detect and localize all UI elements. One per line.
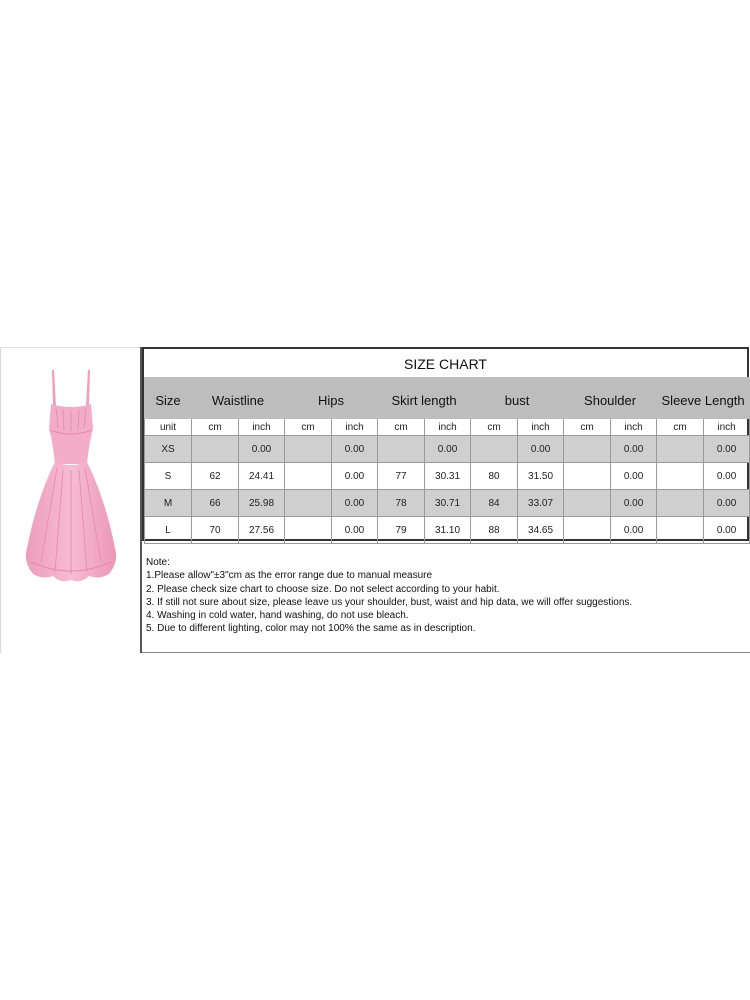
- product-photo: [0, 347, 141, 653]
- unit-cell: inch: [239, 419, 285, 436]
- column-header: [192, 378, 285, 419]
- column-header-label: Shoulder: [584, 392, 637, 408]
- table-cell: 0.00: [332, 490, 378, 517]
- table-cell: [657, 490, 704, 517]
- table-row: [145, 490, 750, 517]
- unit-cell: inch: [518, 419, 564, 436]
- size-chart: [142, 347, 749, 541]
- column-header-label: Sleeve Length: [661, 392, 745, 408]
- column-header-label: Skirt length: [391, 392, 457, 408]
- table-cell: 70: [192, 517, 239, 544]
- table-cell: 0.00: [518, 436, 564, 463]
- unit-cell: cm: [285, 419, 332, 436]
- size-chart-title: SIZE CHART: [404, 356, 487, 372]
- table-cell: 0.00: [704, 490, 750, 517]
- table-cell: [471, 436, 518, 463]
- table-cell: 88: [471, 517, 518, 544]
- column-header: [657, 378, 750, 419]
- table-cell: [564, 490, 611, 517]
- unit-row: [145, 419, 750, 436]
- notes-section: [142, 556, 749, 636]
- table-cell: 62: [192, 463, 239, 490]
- unit-cell: inch: [332, 419, 378, 436]
- size-label-cell: XS: [145, 436, 192, 463]
- notes-bottom-rule: [142, 652, 750, 653]
- table-cell: 0.00: [704, 463, 750, 490]
- table-cell: 0.00: [611, 463, 657, 490]
- column-header-label: Hips: [318, 392, 345, 408]
- pink-dress-icon: [1, 348, 142, 654]
- table-cell: 84: [471, 490, 518, 517]
- table-cell: 79: [378, 517, 425, 544]
- table-cell: [657, 463, 704, 490]
- table-cell: 0.00: [239, 436, 285, 463]
- table-cell: [285, 436, 332, 463]
- column-header-label: Waistline: [211, 392, 265, 408]
- note-item: 2. Please check size chart to choose size. Do not select according to your habit.: [146, 583, 500, 595]
- unit-cell: inch: [611, 419, 657, 436]
- column-header: [145, 378, 192, 419]
- size-table: [144, 377, 750, 544]
- column-header-label: Size: [155, 392, 181, 408]
- unit-cell: cm: [471, 419, 518, 436]
- table-cell: [192, 436, 239, 463]
- table-cell: 0.00: [425, 436, 471, 463]
- column-header: [564, 378, 657, 419]
- unit-cell: inch: [704, 419, 750, 436]
- column-header: [471, 378, 564, 419]
- size-label-cell: L: [145, 517, 192, 544]
- table-cell: [564, 463, 611, 490]
- table-cell: 0.00: [611, 490, 657, 517]
- column-header: [378, 378, 471, 419]
- unit-cell: cm: [378, 419, 425, 436]
- table-row: [145, 436, 750, 463]
- column-header: [285, 378, 378, 419]
- table-cell: 33.07: [518, 490, 564, 517]
- table-cell: 30.31: [425, 463, 471, 490]
- unit-cell: cm: [657, 419, 704, 436]
- note-item: 4. Washing in cold water, hand washing, do not use bleach.: [146, 610, 409, 622]
- table-cell: [657, 517, 704, 544]
- note-item: 1.Please allow"±3"cm as the error range due to manual measure: [146, 570, 433, 582]
- notes-heading: Note:: [146, 557, 170, 568]
- table-cell: 30.71: [425, 490, 471, 517]
- table-cell: 27.56: [239, 517, 285, 544]
- table-row: [145, 463, 750, 490]
- table-cell: 0.00: [611, 436, 657, 463]
- table-cell: 80: [471, 463, 518, 490]
- table-cell: 0.00: [332, 436, 378, 463]
- table-cell: [285, 463, 332, 490]
- column-header-label: bust: [504, 392, 530, 408]
- table-cell: 0.00: [332, 463, 378, 490]
- header-row: [145, 378, 750, 419]
- table-cell: 0.00: [611, 517, 657, 544]
- table-cell: 0.00: [332, 517, 378, 544]
- table-cell: [564, 436, 611, 463]
- unit-cell: unit: [145, 419, 192, 436]
- size-label-cell: M: [145, 490, 192, 517]
- unit-cell: cm: [192, 419, 239, 436]
- table-cell: [657, 436, 704, 463]
- table-cell: 25.98: [239, 490, 285, 517]
- table-cell: 31.50: [518, 463, 564, 490]
- table-cell: 24.41: [239, 463, 285, 490]
- table-cell: 34.65: [518, 517, 564, 544]
- table-cell: 0.00: [704, 517, 750, 544]
- unit-cell: inch: [425, 419, 471, 436]
- table-cell: 0.00: [704, 436, 750, 463]
- table-cell: [564, 517, 611, 544]
- table-cell: 77: [378, 463, 425, 490]
- table-cell: [378, 436, 425, 463]
- table-cell: 66: [192, 490, 239, 517]
- table-row: [145, 517, 750, 544]
- note-item: 5. Due to different lighting, color may not 100% the same as in description.: [146, 623, 476, 635]
- size-label-cell: S: [145, 463, 192, 490]
- table-cell: [285, 490, 332, 517]
- table-cell: 78: [378, 490, 425, 517]
- unit-cell: cm: [564, 419, 611, 436]
- table-cell: [285, 517, 332, 544]
- note-item: 3. If still not sure about size, please leave us your shoulder, bust, waist and hip data, we will offer suggestions.: [146, 596, 633, 608]
- table-cell: 31.10: [425, 517, 471, 544]
